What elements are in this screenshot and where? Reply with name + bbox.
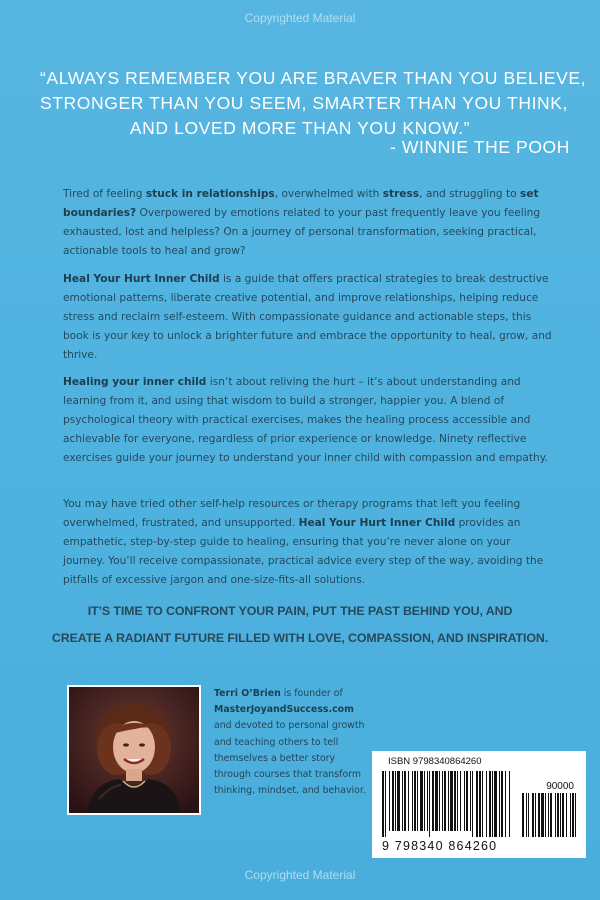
paragraph-support [63,495,553,590]
quote-line-2: STRONGER THAN YOU SEEM, SMARTER THAN YOU THINK, [40,93,569,113]
call-to-action-line-1: IT’S TIME TO CONFRONT YOUR PAIN, PUT THE PAST BEHIND YOU, AND [87,604,513,618]
text: , overwhelmed with [274,188,383,200]
emphasis: stuck in relationships [145,188,275,200]
emphasis: Healing your inner child [63,376,207,388]
text: and devoted to personal growth and teaching others to tell themselves a better story through courses that transform thinking, mindset, and behavior. [214,720,366,797]
book-title: Heal Your Hurt Inner Child [63,273,220,285]
text: Overpowered by emotions related to your past frequently leave you feeling exhausted, lost and helpless? On a journey of personal transformation, seeking practical, actionable tools to heal and grow? [63,207,541,257]
book-title: Heal Your Hurt Inner Child [298,517,456,529]
paragraph-healing [63,373,553,468]
text: is a guide that offers practical strategies to break destructive emotional patterns, liberate creative potential, and improve relationships, helping reduce stress and reclaim self-esteem. With compassionate guidance and actionable steps, this book is your key to unlock a brighter future and embrace the opportunity to heal, grow, and thrive. [63,273,552,361]
price-code: 90000 [546,781,574,792]
author-photo [67,685,201,815]
quote-line-3: AND LOVED MORE THAN YOU KNOW.” [129,118,471,138]
watermark-bottom: Copyrighted Material [244,868,356,882]
text: Tired of feeling [63,188,146,200]
isbn-label: ISBN 9798340864260 [388,756,482,767]
call-to-action-line-2: CREATE A RADIANT FUTURE FILLED WITH LOVE, COMPASSION, AND INSPIRATION. [51,631,549,645]
quote-line-1: “ALWAYS REMEMBER YOU ARE BRAVER THAN YOU BELIEVE, [40,68,587,88]
paragraph-intro [63,185,553,261]
emphasis: set boundaries? [63,188,539,219]
text: , and struggling to [419,188,521,200]
text: isn’t about reliving the hurt – it’s about understanding and learning from it, and using that wisdom to build a stronger, happier you. A blend of psychological theory with practical exercises, makes the healing process accessible and achievable for everyone, regardless of prior experience or knowledge. Ninety reflective exercises guide your journey to understand your inner child with compassion and empathy. [63,376,548,464]
author-name: Terri O’Brien [214,688,281,699]
barcode-digits: 9 798340 864260 [382,839,498,853]
isbn-barcode [372,751,586,858]
barcode-bars [382,771,582,839]
author-website: MasterJoyandSuccess.com [214,704,354,716]
text: is founder of [280,688,343,699]
author-bio [214,686,374,799]
emphasis: stress [382,188,420,200]
text: provides an empathetic, step-by-step guide to healing, ensuring that you’re never alone on your journey. You’ll receive compassionate, practical advice every step of the way, avoiding the pitfalls of excessive jargon and one-size-fits-all solutions. [63,517,544,586]
paragraph-book-summary [63,270,553,365]
text: You may have tried other self-help resources or therapy programs that left you feeling overwhelmed, frustrated, and unsupported. [63,498,521,529]
epigraph-quote [40,66,587,141]
watermark-top: Copyrighted Material [244,11,356,25]
quote-attribution: - WINNIE THE POOH [389,137,570,157]
